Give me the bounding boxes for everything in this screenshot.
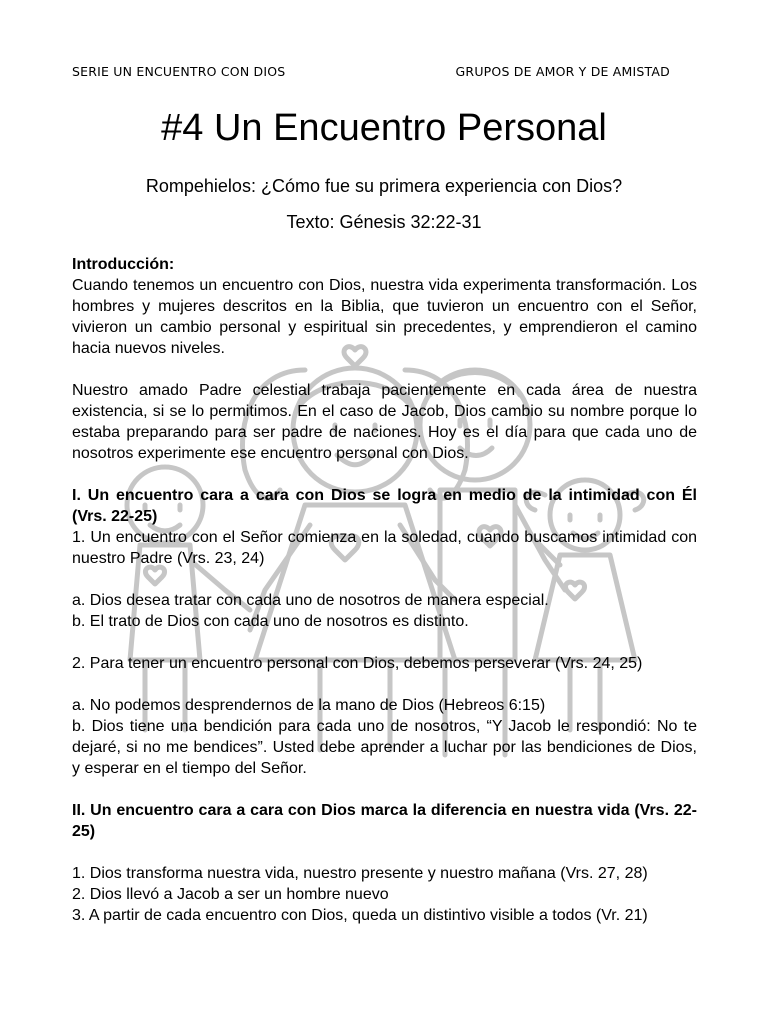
intro-paragraph-1: Cuando tenemos un encuentro con Dios, nuestra vida experimenta transformación. Los hombres y mujeres descritos en la Biblia, que tuvieron un encuentro con el Señor, vivieron un cambio personal y espiritual sin precedentes, y emprendieron el camino hacia nuevos niveles.: [72, 277, 697, 357]
intro-paragraph-2: Nuestro amado Padre celestial trabaja pacientemente en cada área de nuestra existencia, si se lo permitimos. En el caso de Jacob, Dios cambio su nombre porque lo estaba preparando para ser padre de naciones. Hoy es el día para que cada uno de nosotros experimente ese encuentro personal con Dios.: [72, 382, 697, 462]
section-2-heading: II. Un encuentro cara a cara con Dios marca la diferencia en nuestra vida (Vrs. 22-25): [72, 802, 697, 840]
section-2-point-1: 1. Dios transforma nuestra vida, nuestro presente y nuestro mañana (Vrs. 27, 28): [72, 865, 648, 882]
section-1-point-1: 1. Un encuentro con el Señor comienza en la soledad, cuando buscamos intimidad con nuestro Padre (Vrs. 23, 24): [72, 529, 697, 567]
icebreaker-question: Rompehielos: ¿Cómo fue su primera experiencia con Dios?: [145, 176, 623, 196]
series-title: SERIE UN ENCUENTRO CON DIOS: [72, 64, 286, 79]
section-2-point-2: 2. Dios llevó a Jacob a ser un hombre nuevo: [72, 886, 389, 903]
section-1-point-2b: b. Dios tiene una bendición para cada uno de nosotros, “Y Jacob le respondió: No te dejaré, si no me bendices”. Usted debe aprender a luchar por las bendiciones de Dios, y esperar en el tiempo del Señor.: [72, 718, 697, 777]
section-1-heading: I. Un encuentro cara a cara con Dios se logra en medio de la intimidad con Él (Vrs. 22-25): [72, 487, 697, 525]
section-2-point-3: 3. A partir de cada encuentro con Dios, queda un distintivo visible a todos (Vr. 21): [72, 907, 648, 924]
intro-heading: Introducción:: [72, 256, 175, 273]
page-header: [72, 64, 670, 79]
scripture-reference: Texto: Génesis 32:22-31: [286, 212, 482, 232]
section-1-point-1b: b. El trato de Dios con cada uno de nosotros es distinto.: [72, 613, 469, 630]
section-1-point-1a: a. Dios desea tratar con cada uno de nosotros de manera especial.: [72, 592, 549, 609]
study-content: [72, 254, 697, 926]
section-1-point-2a: a. No podemos desprendernos de la mano de Dios (Hebreos 6:15): [72, 697, 546, 714]
section-1-point-2: 2. Para tener un encuentro personal con Dios, debemos perseverar (Vrs. 24, 25): [72, 655, 643, 672]
group-title: GRUPOS DE AMOR Y DE AMISTAD: [455, 64, 670, 79]
page-title: #4 Un Encuentro Personal: [161, 107, 607, 149]
